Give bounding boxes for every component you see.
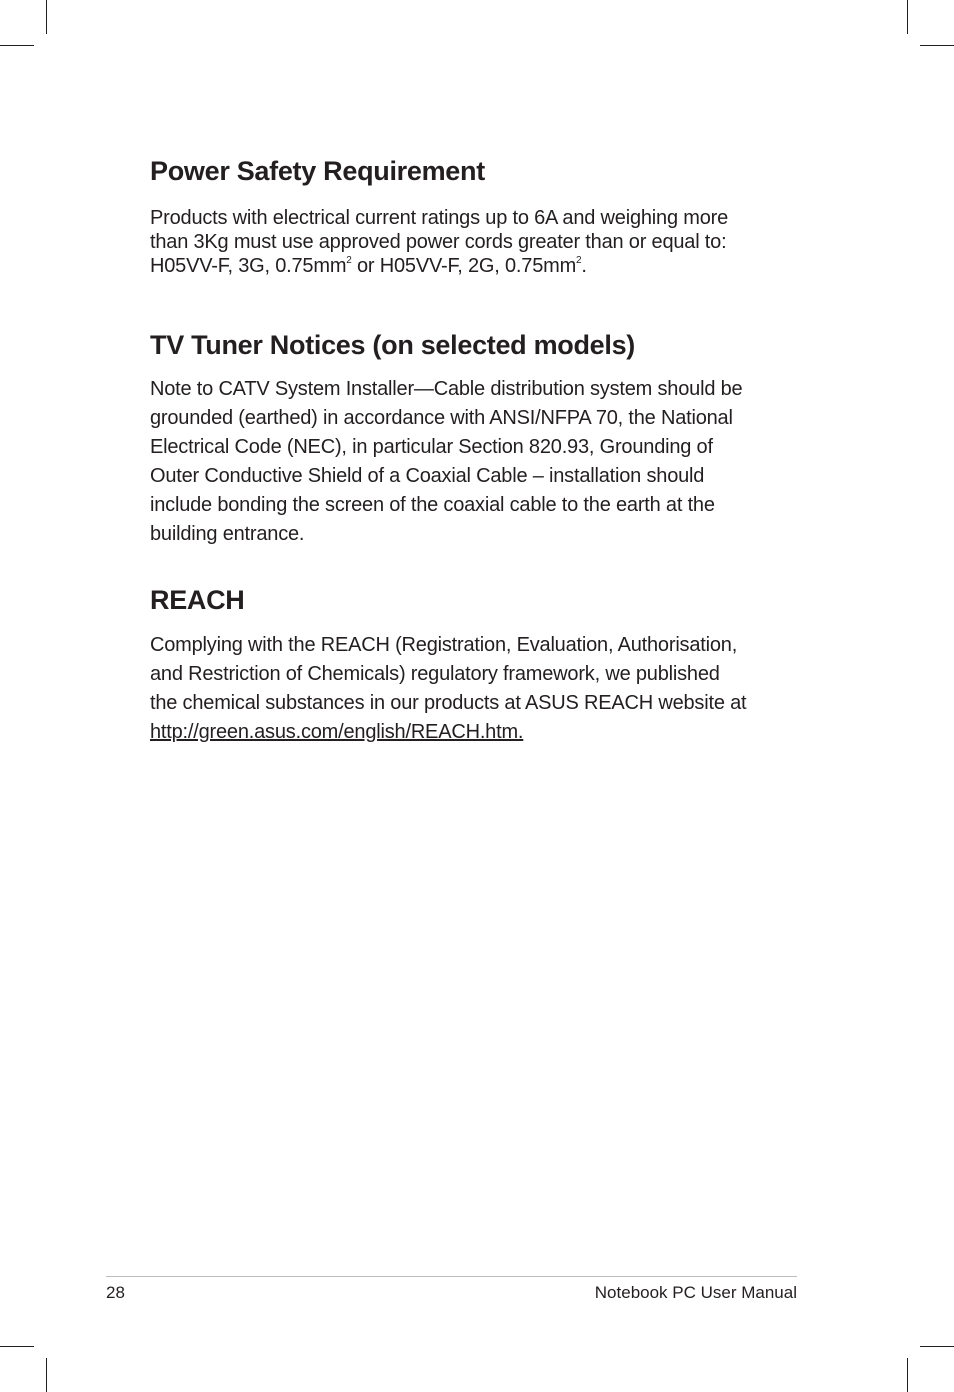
power-safety-paragraph bbox=[150, 206, 800, 278]
crop-mark bbox=[907, 1358, 908, 1392]
cord-spec-b: or H05VV-F, 2G, 0.75mm bbox=[351, 255, 577, 277]
crop-mark bbox=[920, 45, 954, 46]
paragraph-line: than 3Kg must use approved power cords greater than or equal to: bbox=[150, 231, 727, 253]
page-number: 28 bbox=[106, 1283, 125, 1302]
manual-title: Notebook PC User Manual bbox=[594, 1283, 797, 1302]
paragraph-line: Outer Conductive Shield of a Coaxial Cable – installation should bbox=[150, 465, 705, 487]
superscript: 2 bbox=[576, 255, 582, 266]
paragraph-line bbox=[150, 718, 800, 747]
tv-tuner-paragraph bbox=[150, 375, 800, 549]
paragraph-line: building entrance. bbox=[150, 523, 305, 545]
paragraph-line: Electrical Code (NEC), in particular Section 820.93, Grounding of bbox=[150, 436, 713, 458]
crop-mark bbox=[907, 0, 908, 34]
tv-tuner-heading: TV Tuner Notices (on selected models) bbox=[150, 330, 635, 360]
period: . bbox=[581, 255, 587, 277]
paragraph-line: and Restriction of Chemicals) regulatory framework, we published bbox=[150, 663, 720, 685]
crop-mark bbox=[0, 45, 34, 46]
reach-heading: REACH bbox=[150, 585, 245, 615]
crop-mark bbox=[0, 1346, 34, 1347]
power-safety-heading: Power Safety Requirement bbox=[150, 156, 485, 186]
reach-website-link[interactable]: http://green.asus.com/english/REACH.htm. bbox=[150, 721, 524, 743]
paragraph-line: the chemical substances in our products at ASUS REACH website at bbox=[150, 692, 747, 714]
crop-mark bbox=[920, 1346, 954, 1347]
cord-spec-a: H05VV-F, 3G, 0.75mm bbox=[150, 255, 347, 277]
paragraph-line: Note to CATV System Installer—Cable distribution system should be bbox=[150, 378, 743, 400]
footer-divider bbox=[106, 1276, 797, 1277]
paragraph-line bbox=[150, 254, 800, 278]
crop-mark bbox=[46, 0, 47, 34]
paragraph-line: grounded (earthed) in accordance with ANSI/NFPA 70, the National bbox=[150, 407, 733, 429]
paragraph-line: Complying with the REACH (Registration, Evaluation, Authorisation, bbox=[150, 634, 738, 656]
crop-mark bbox=[46, 1358, 47, 1392]
paragraph-line: include bonding the screen of the coaxial cable to the earth at the bbox=[150, 494, 715, 516]
paragraph-line: Products with electrical current ratings up to 6A and weighing more bbox=[150, 207, 729, 229]
reach-paragraph bbox=[150, 631, 800, 747]
superscript: 2 bbox=[346, 255, 352, 266]
